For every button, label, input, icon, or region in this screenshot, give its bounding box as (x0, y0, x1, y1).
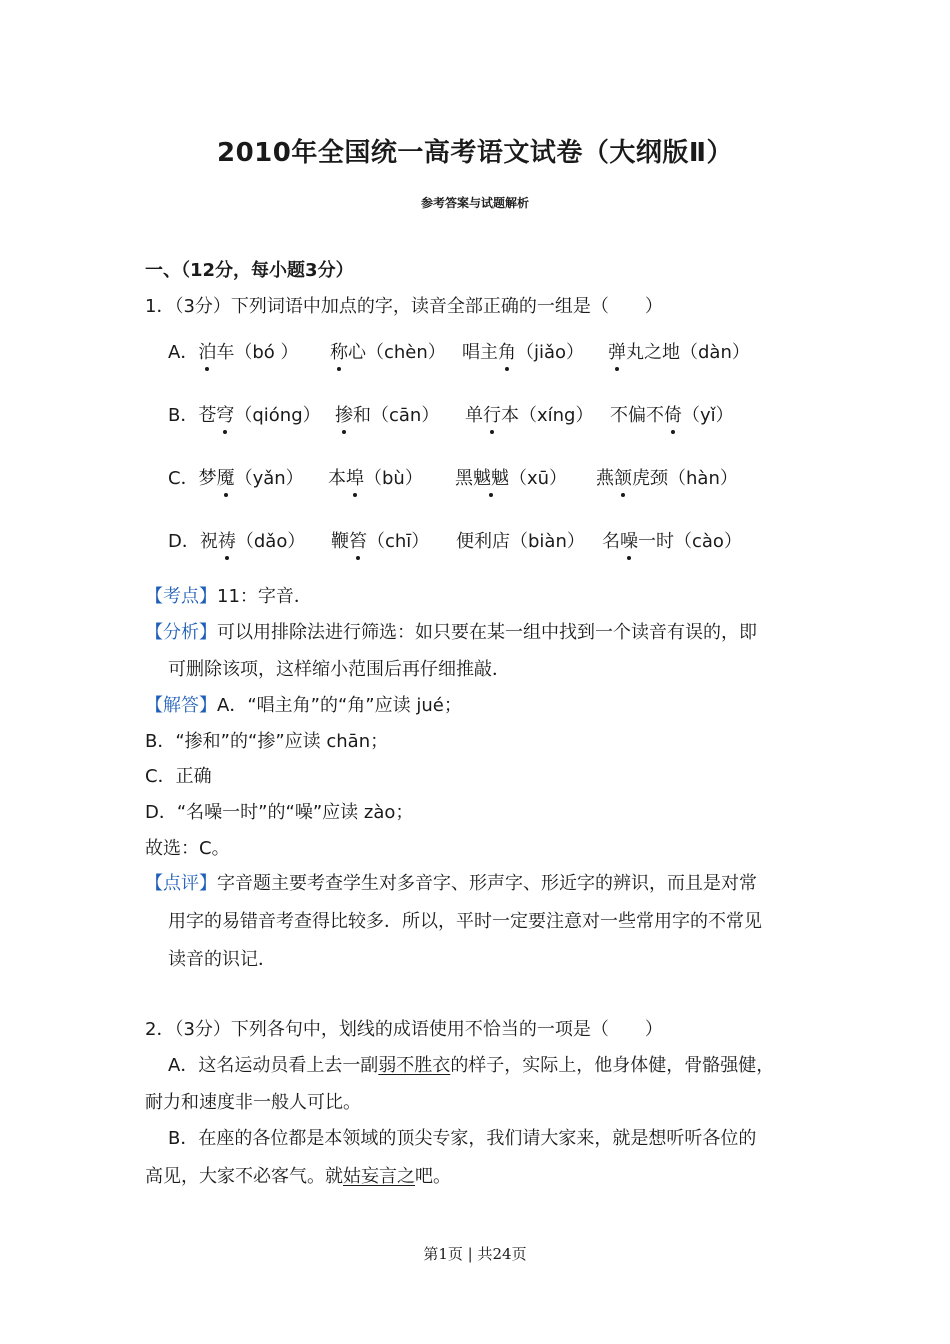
option-c-word4-pre: 燕 (596, 468, 614, 489)
option-b-word4-pre: 不偏不 (610, 405, 664, 426)
option-b-word3-pre: 单 (465, 405, 483, 426)
q2-option-a-idiom: 弱不胜衣 (378, 1055, 451, 1076)
option-c-word1-pre: C．梦 (168, 468, 217, 489)
option-d-word1-dotted: 祷 (218, 527, 236, 553)
option-c-word1-dotted: 魇 (217, 464, 235, 490)
option-d-word3-rest: 利店（biàn） (474, 531, 585, 552)
option-d-word4-pre: 名 (602, 531, 620, 552)
option-a-word2-rest: 心（chèn） (348, 342, 446, 363)
answer-choice: 故选：C。 (145, 838, 230, 859)
option-c-word3-dotted: 魆魆 (473, 464, 509, 490)
option-b-word4-rest: （yǐ） (682, 405, 734, 426)
q2-option-b-post: 吧。 (415, 1166, 451, 1187)
option-d-row (168, 527, 818, 555)
dianping-line-3: 读音的识记． (168, 949, 276, 970)
fenxi-line-1 (145, 618, 757, 644)
option-c-word2-dotted: 埠 (346, 464, 364, 490)
option-a-label: A． (168, 342, 199, 363)
option-b-row (168, 401, 818, 429)
option-b-word1-rest: （qióng） (234, 405, 321, 426)
option-c-row (168, 464, 818, 492)
jieda-text-a: A．“唱主角”的“角”应读 jué； (217, 695, 462, 716)
page-footer: 第1页 | 共24页 (423, 1245, 527, 1263)
option-b-word2-rest: 和（cān） (353, 405, 440, 426)
option-d-word1-rest: （dǎo） (235, 531, 306, 552)
q2-option-a-line-2: 耐力和速度非一般人可比。 (145, 1092, 361, 1113)
option-a-row (168, 338, 818, 366)
q2-option-a-line-1 (168, 1051, 774, 1077)
q2-option-a-pre: A．这名运动员看上去一副 (168, 1055, 379, 1076)
option-c-word1-rest: （yǎn） (234, 468, 304, 489)
option-b-word1-pre: B．苍 (168, 405, 217, 426)
fenxi-tag: 【分析】 (145, 622, 217, 643)
option-a-dotted-char: 泊 (198, 338, 216, 364)
option-d-word2-pre: 鞭 (331, 531, 349, 552)
option-a-word3-dotted: 角 (498, 338, 516, 364)
q2-option-b-line-1: B．在座的各位都是本领域的顶尖专家，我们请大家来，就是想听听各位的 (168, 1128, 757, 1149)
option-c-word3-pre: 黑 (455, 468, 473, 489)
dianping-line-2: 用字的易错音考查得比较多．所以，平时一定要注意对一些常用字的不常见 (168, 911, 762, 932)
option-b-word2-dotted: 掺 (335, 401, 353, 427)
jieda-line-a (145, 691, 462, 717)
option-a-word1-rest: 车（bó ） (216, 342, 299, 363)
option-c-word2-rest: （bù） (364, 468, 423, 489)
option-d-word2-rest: （chī） (367, 531, 430, 552)
option-a-word3-pre: 唱主 (462, 342, 498, 363)
section-heading: 一、（12分，每小题3分） (145, 260, 354, 281)
dianping-tag: 【点评】 (145, 873, 217, 894)
jieda-tag: 【解答】 (145, 695, 217, 716)
option-a-word4-rest: 丸之地（dàn） (626, 342, 750, 363)
option-c-word4-rest: 虎颈（hàn） (632, 468, 738, 489)
fenxi-line-2: 可删除该项，这样缩小范围后再仔细推敲． (168, 659, 510, 680)
kaodian-text: 11：字音． (217, 586, 312, 607)
option-a-word3-rest: （jiǎo） (516, 342, 585, 363)
option-a-word2-dotted: 称 (330, 338, 348, 364)
option-d-word1-pre: D．祝 (168, 531, 218, 552)
option-d-word4-rest: 一时（cào） (638, 531, 742, 552)
option-b-word4-dotted: 倚 (664, 401, 682, 427)
option-c-word4-dotted: 颔 (614, 464, 632, 490)
option-d-word3-pre: 便 (456, 531, 474, 552)
option-c-word2-pre: 本 (328, 468, 346, 489)
option-b-word3-dotted: 行 (483, 401, 501, 427)
kaodian-line (145, 582, 312, 608)
question-2-stem: 2．（3分）下列各句中，划线的成语使用不恰当的一项是（ ） (145, 1019, 663, 1040)
kaodian-tag: 【考点】 (145, 586, 217, 607)
document-title: 2010年全国统一高考语文试卷（大纲版Ⅱ） (217, 138, 733, 168)
option-c-word3-rest: （xū） (509, 468, 568, 489)
dianping-line-1 (145, 869, 757, 895)
jieda-line-b: B．“掺和”的“掺”应读 chān； (145, 731, 389, 752)
document-subtitle: 参考答案与试题解析 (420, 196, 529, 210)
option-b-word3-rest: 本（xíng） (501, 405, 594, 426)
q2-option-b-pre: 高见，大家不必客气。就 (145, 1166, 343, 1187)
option-d-word2-dotted: 笞 (349, 527, 367, 553)
q2-option-a-post: 的样子，实际上，他身体健，骨骼强健， (450, 1055, 775, 1076)
option-a-word4-dotted: 弹 (608, 338, 626, 364)
jieda-line-c: C．正确 (145, 766, 212, 787)
option-d-word4-dotted: 噪 (620, 527, 638, 553)
q2-option-b-idiom: 姑妄言之 (343, 1166, 415, 1187)
dianping-text-1: 字音题主要考查学生对多音字、形声字、形近字的辨识，而且是对常 (217, 873, 757, 894)
fenxi-text-1: 可以用排除法进行筛选：如只要在某一组中找到一个读音有误的，即 (217, 622, 757, 643)
jieda-line-d: D．“名噪一时”的“噪”应读 zào； (145, 802, 414, 823)
q2-option-b-line-2 (145, 1162, 451, 1188)
option-b-word1-dotted: 穹 (216, 401, 234, 427)
question-1-stem: 1．（3分）下列词语中加点的字，读音全部正确的一组是（ ） (145, 296, 663, 317)
